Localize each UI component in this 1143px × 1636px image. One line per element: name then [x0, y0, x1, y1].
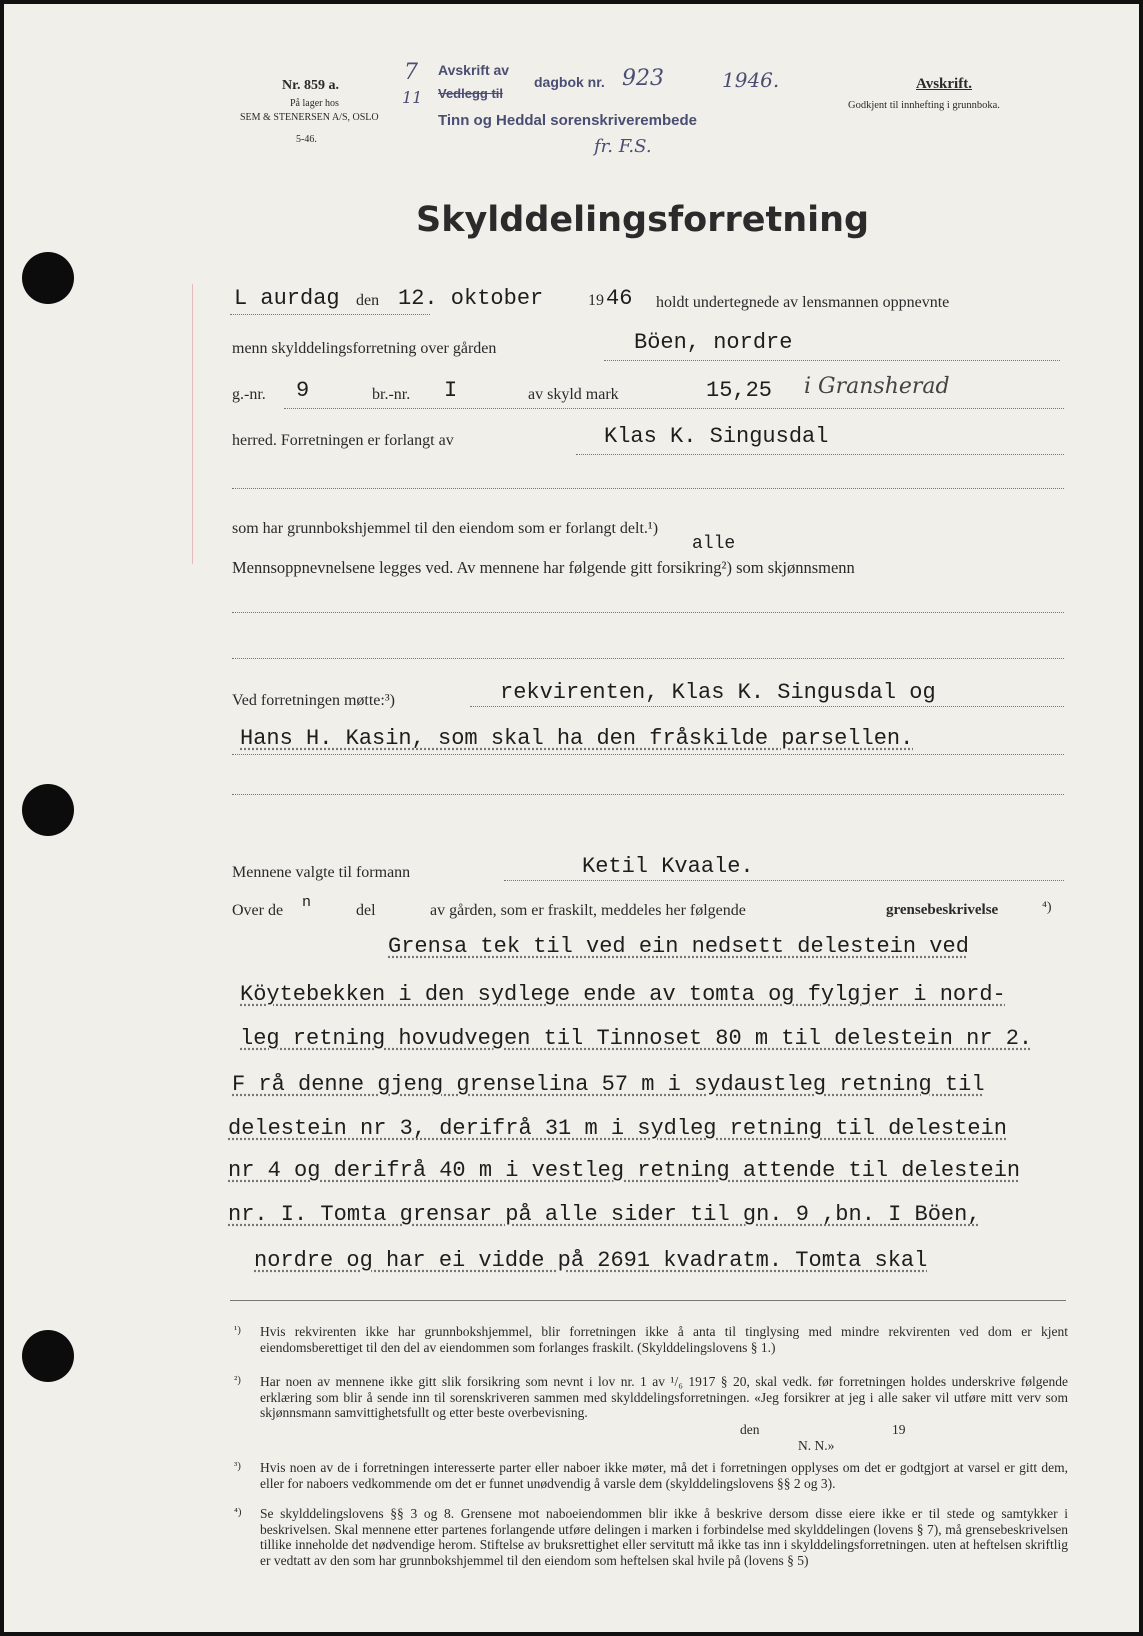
- year-suffix: 46: [606, 286, 633, 311]
- boundary-line: nordre og har ei vidde på 2691 kvadratm. Tomta skal: [254, 1248, 928, 1273]
- attendees-value-1: rekvirenten, Klas K. Singusdal og: [500, 680, 936, 705]
- stamp-line-avskrift: Avskrift av: [438, 62, 510, 78]
- insert-alle: alle: [692, 534, 736, 554]
- farm-label: menn skylddelingsforretning over gården: [232, 340, 497, 357]
- footnote-2: Har noen av mennene ikke gitt slik forsikring som nevnt i lov nr. 1 av ¹/₆ 1917 § 20, skal vedk. før forretningen holdes underskrive følgende erklæring som blir å sende inn til sorenskriveren sammen med skylddelingsforretningen. «Jeg forsikrer at jeg i alle saker vil utføre mitt verv som skjønnsmann samvittighetsfullt og etter beste overbevisning.: [260, 1374, 1068, 1420]
- footnote-4: Se skylddelingslovens §§ 3 og 8. Grensene mot naboeiendommen blir ikke å beskrive dersom disse eiere ikke er til stede og samtykker i beskrivelsen. Skal mennene etter partenes forlangende utføre delingen i marken i forbindelse med skylddelingen (lovens § 7), må grensebeskrivelsen tillike inneholde det nødvendige herom. Stiftelse av bruksrettighet eller servitutt må ikke tas inn i skylddelingsforretningen. uten at heftelsen skriftlig er vedtatt av den som har grunnbokshjemmel til den eiendom som heftelsen skal hvile på (lovens § 5): [260, 1506, 1068, 1568]
- handwritten-number-bottom: 11: [402, 88, 423, 107]
- dagbok-number: 923: [622, 66, 664, 91]
- requester-label: herred. Forretningen er forlangt av: [232, 432, 454, 449]
- boundary-line: nr 4 og derifrå 40 m i vestleg retning attende til delestein: [228, 1158, 1021, 1183]
- over-end: ⁴): [1042, 900, 1052, 915]
- punch-hole-bottom: [22, 1330, 74, 1382]
- punch-hole-middle: [22, 784, 74, 836]
- document-page: [4, 4, 1139, 1632]
- stamp-dagbok: dagbok nr.: [534, 74, 605, 90]
- handwritten-number-top: 7: [404, 60, 418, 85]
- line5-text: som har grunnbokshjemmel til den eiendom som er forlangt delt.¹): [232, 520, 659, 537]
- attendees-value-2: Hans H. Kasin, som skal ha den fråskilde parsellen.: [240, 726, 914, 751]
- boundary-line: leg retning hovudvegen til Tinnoset 80 m til delestein nr 2.: [240, 1026, 1033, 1051]
- year-prefix: 19: [588, 292, 604, 309]
- over-label-1: Over de: [232, 902, 284, 919]
- skyld-value: 15,25: [706, 378, 773, 403]
- date-value: 12. oktober: [398, 286, 544, 311]
- stamp-line-vedlegg: Vedlegg til: [438, 86, 504, 101]
- brnr-label: br.-nr.: [372, 386, 411, 403]
- footnote-2-mark: ²): [234, 1374, 241, 1386]
- boundary-line: Köytebekken i den sydlege ende av tomta og fylgjer i nord-: [240, 982, 1006, 1007]
- footnote-3-mark: ³): [234, 1460, 241, 1472]
- boundary-line: nr. I. Tomta grensar på alle sider til gn. 9 ,bn. I Böen,: [228, 1202, 981, 1227]
- den-label: den: [356, 292, 380, 309]
- line1-text: holdt undertegnede av lensmannen oppnevnte: [656, 294, 950, 311]
- footnote-4-mark: ⁴): [234, 1506, 242, 1518]
- boundary-line: F rå denne gjeng grenselina 57 m i sydaustleg retning til: [232, 1072, 985, 1097]
- skyld-label: av skyld mark: [528, 386, 619, 403]
- stamp-office: Tinn og Heddal sorenskriverembede: [438, 112, 697, 129]
- avskrift-title: Avskrift.: [916, 76, 972, 92]
- over-label-3: av gården, som er fraskilt, meddeles her følgende: [430, 902, 746, 919]
- handwritten-signature: fr. F.S.: [594, 136, 652, 157]
- day-value: L aurdag: [234, 286, 340, 311]
- footnote-3: Hvis noen av de i forretningen interesserte parter eller naboer ikke møter, må det i forretningen opplyses om det er godtgjort at varsel er gitt dem, eller for naboers vedkommende om det er funnet unødvendig å varsle dem (skylddelingslovens §§ 2 og 3).: [260, 1460, 1068, 1491]
- document-title: Skylddelingsforretning: [416, 200, 870, 240]
- footnote-rule: [230, 1300, 1066, 1301]
- chairman-label: Mennene valgte til formann: [232, 864, 411, 881]
- footnote-2-sign: N. N.»: [798, 1438, 835, 1453]
- herred-handwritten: i Gransherad: [804, 374, 950, 399]
- gnr-value: 9: [296, 378, 310, 403]
- publisher-line-2: SEM & STENERSEN A/S, OSLO: [240, 112, 379, 123]
- footnote-1-mark: ¹): [234, 1324, 241, 1336]
- line6-text: Mennsoppnevnelsene legges ved. Av mennene har følgende gitt forsikring²) som skjønnsmenn: [232, 558, 855, 577]
- chairman-value: Ketil Kvaale.: [582, 854, 754, 879]
- over-label-2: del: [356, 902, 376, 919]
- attendees-label: Ved forretningen møtte:³): [232, 692, 395, 709]
- publisher-line-3: 5-46.: [296, 134, 317, 145]
- form-number: Nr. 859 a.: [282, 78, 340, 93]
- boundary-line: Grensa tek til ved ein nedsett delestein ved: [388, 934, 969, 959]
- footnote-2-year: 19: [892, 1422, 906, 1437]
- publisher-line-1: På lager hos: [290, 98, 339, 109]
- boundary-line: delestein nr 3, derifrå 31 m i sydleg retning til delestein: [228, 1116, 1007, 1141]
- dagbok-year: 1946.: [722, 68, 780, 92]
- brnr-value: I: [444, 378, 458, 403]
- margin-line: [192, 284, 193, 564]
- requester-value: Klas K. Singusdal: [604, 424, 829, 449]
- over-sup: n: [302, 894, 312, 911]
- over-bold: grensebeskrivelse: [886, 902, 999, 918]
- footnote-2-den: den: [740, 1422, 760, 1437]
- gnr-label: g.-nr.: [232, 386, 266, 403]
- avskrift-note: Godkjent til innhefting i grunnboka.: [848, 100, 1000, 111]
- farm-value: Böen, nordre: [634, 330, 793, 355]
- footnote-1: Hvis rekvirenten ikke har grunnbokshjemmel, blir forretningen ikke å anta til tinglysing med mindre rekvirenten ved dom er kjent eiendomsberettiget til den del av eiendommen som forlanges fraskilt. (Skylddelingslovens § 1.): [260, 1324, 1068, 1355]
- punch-hole-top: [22, 252, 74, 304]
